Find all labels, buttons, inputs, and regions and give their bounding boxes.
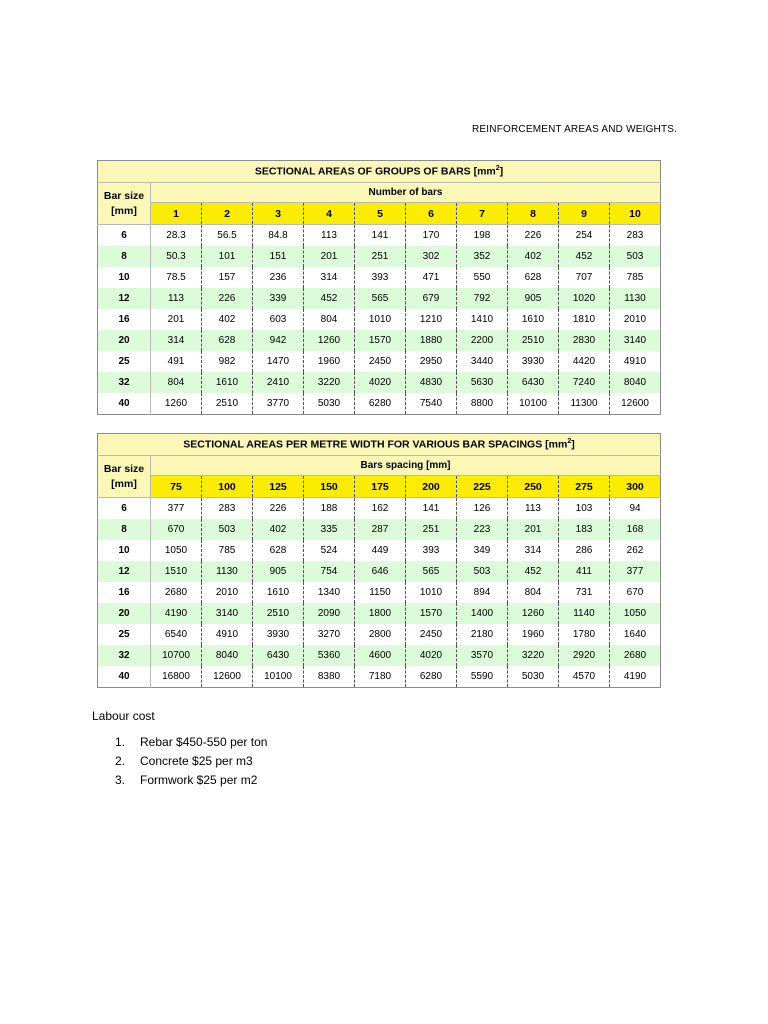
area-cell: 1150	[355, 582, 406, 603]
column-header: 2	[202, 203, 253, 225]
column-header: 5	[355, 203, 406, 225]
area-cell: 1010	[355, 309, 406, 330]
bar-size-cell: 25	[98, 351, 151, 372]
area-cell: 942	[253, 330, 304, 351]
area-cell: 1260	[508, 603, 559, 624]
area-cell: 113	[304, 225, 355, 247]
table-row	[98, 540, 661, 561]
table-row	[98, 624, 661, 645]
bar-size-cell: 8	[98, 246, 151, 267]
area-cell: 1610	[253, 582, 304, 603]
area-cell: 565	[406, 561, 457, 582]
area-cell: 452	[559, 246, 610, 267]
area-cell: 792	[457, 288, 508, 309]
area-cell: 8380	[304, 666, 355, 688]
bar-size-cell: 12	[98, 561, 151, 582]
area-cell: 670	[610, 582, 661, 603]
area-cell: 113	[508, 498, 559, 520]
area-cell: 646	[355, 561, 406, 582]
area-cell: 1510	[151, 561, 202, 582]
table-row	[98, 267, 661, 288]
area-cell: 6430	[253, 645, 304, 666]
area-cell: 905	[508, 288, 559, 309]
area-cell: 198	[457, 225, 508, 247]
area-cell: 188	[304, 498, 355, 520]
area-cell: 1050	[151, 540, 202, 561]
list-item: 3. Formwork $25 per m2	[115, 773, 258, 787]
area-cell: 254	[559, 225, 610, 247]
table-row	[98, 225, 661, 247]
area-cell: 1140	[559, 603, 610, 624]
area-cell: 3440	[457, 351, 508, 372]
area-cell: 3930	[508, 351, 559, 372]
area-cell: 94	[610, 498, 661, 520]
area-cell: 1570	[355, 330, 406, 351]
area-cell: 1260	[304, 330, 355, 351]
bar-size-cell: 40	[98, 393, 151, 415]
area-cell: 8040	[610, 372, 661, 393]
area-cell: 1880	[406, 330, 457, 351]
area-cell: 804	[304, 309, 355, 330]
bar-spacing-area-table	[97, 433, 661, 688]
table-row	[98, 330, 661, 351]
area-cell: 1610	[508, 309, 559, 330]
area-cell: 804	[151, 372, 202, 393]
area-cell: 1410	[457, 309, 508, 330]
table-row	[98, 288, 661, 309]
area-cell: 1010	[406, 582, 457, 603]
area-cell: 393	[406, 540, 457, 561]
area-cell: 16800	[151, 666, 202, 688]
area-cell: 4420	[559, 351, 610, 372]
area-cell: 2010	[202, 582, 253, 603]
column-header: 3	[253, 203, 304, 225]
area-cell: 251	[406, 519, 457, 540]
area-cell: 3270	[304, 624, 355, 645]
area-cell: 503	[202, 519, 253, 540]
area-cell: 5630	[457, 372, 508, 393]
bar-size-cell: 10	[98, 267, 151, 288]
document-title: REINFORCEMENT AREAS AND WEIGHTS.	[472, 124, 678, 135]
area-cell: 4910	[202, 624, 253, 645]
table-row	[98, 603, 661, 624]
area-cell: 1960	[304, 351, 355, 372]
table-row	[98, 645, 661, 666]
area-cell: 2510	[253, 603, 304, 624]
bar-size-cell: 40	[98, 666, 151, 688]
area-cell: 503	[457, 561, 508, 582]
area-cell: 1640	[610, 624, 661, 645]
area-cell: 3140	[610, 330, 661, 351]
list-item: 1. Rebar $450-550 per ton	[115, 735, 268, 749]
area-cell: 3770	[253, 393, 304, 415]
column-header: 175	[355, 476, 406, 498]
column-header: 8	[508, 203, 559, 225]
area-cell: 2200	[457, 330, 508, 351]
area-cell: 283	[202, 498, 253, 520]
area-cell: 126	[457, 498, 508, 520]
column-header: 300	[610, 476, 661, 498]
area-cell: 28.3	[151, 225, 202, 247]
area-cell: 352	[457, 246, 508, 267]
bar-size-cell: 12	[98, 288, 151, 309]
bars-spacing-header: Bars spacing [mm]	[151, 456, 661, 476]
area-cell: 56.5	[202, 225, 253, 247]
area-cell: 982	[202, 351, 253, 372]
area-cell: 1470	[253, 351, 304, 372]
area-cell: 491	[151, 351, 202, 372]
area-cell: 141	[406, 498, 457, 520]
area-cell: 226	[508, 225, 559, 247]
area-cell: 287	[355, 519, 406, 540]
area-cell: 101	[202, 246, 253, 267]
table-row	[98, 393, 661, 415]
list-item: 2. Concrete $25 per m3	[115, 754, 253, 768]
area-cell: 6540	[151, 624, 202, 645]
column-header: 275	[559, 476, 610, 498]
area-cell: 4600	[355, 645, 406, 666]
bar-size-cell: 25	[98, 624, 151, 645]
area-cell: 10700	[151, 645, 202, 666]
area-cell: 2510	[508, 330, 559, 351]
area-cell: 393	[355, 267, 406, 288]
area-cell: 1400	[457, 603, 508, 624]
area-cell: 201	[304, 246, 355, 267]
bar-size-cell: 6	[98, 498, 151, 520]
area-cell: 2830	[559, 330, 610, 351]
area-cell: 565	[355, 288, 406, 309]
column-header: 9	[559, 203, 610, 225]
area-cell: 201	[508, 519, 559, 540]
table-row	[98, 582, 661, 603]
area-cell: 4570	[559, 666, 610, 688]
area-cell: 10100	[508, 393, 559, 415]
bar-size-header: Bar size [mm]	[98, 456, 151, 498]
column-header: 150	[304, 476, 355, 498]
area-cell: 377	[610, 561, 661, 582]
area-cell: 4830	[406, 372, 457, 393]
area-cell: 170	[406, 225, 457, 247]
area-cell: 286	[559, 540, 610, 561]
area-cell: 2010	[610, 309, 661, 330]
area-cell: 2680	[151, 582, 202, 603]
area-cell: 8800	[457, 393, 508, 415]
area-cell: 6280	[355, 393, 406, 415]
area-cell: 226	[202, 288, 253, 309]
area-cell: 707	[559, 267, 610, 288]
area-cell: 1800	[355, 603, 406, 624]
area-cell: 603	[253, 309, 304, 330]
area-cell: 4190	[151, 603, 202, 624]
area-cell: 4910	[610, 351, 661, 372]
area-cell: 524	[304, 540, 355, 561]
bar-size-cell: 10	[98, 540, 151, 561]
area-cell: 103	[559, 498, 610, 520]
area-cell: 411	[559, 561, 610, 582]
area-cell: 628	[508, 267, 559, 288]
area-cell: 226	[253, 498, 304, 520]
table-row	[98, 246, 661, 267]
area-cell: 168	[610, 519, 661, 540]
area-cell: 503	[610, 246, 661, 267]
area-cell: 804	[508, 582, 559, 603]
area-cell: 5360	[304, 645, 355, 666]
column-header: 1	[151, 203, 202, 225]
bar-size-cell: 16	[98, 582, 151, 603]
table-title: SECTIONAL AREAS OF GROUPS OF BARS $[mm^2]$	[98, 161, 661, 183]
area-cell: 785	[610, 267, 661, 288]
area-cell: 12600	[202, 666, 253, 688]
bar-groups-area-table	[97, 160, 661, 415]
table-row	[98, 561, 661, 582]
column-header: 10	[610, 203, 661, 225]
area-cell: 302	[406, 246, 457, 267]
area-cell: 84.8	[253, 225, 304, 247]
column-header: 225	[457, 476, 508, 498]
labour-cost-list	[115, 733, 267, 790]
area-cell: 157	[202, 267, 253, 288]
labour-cost-heading: Labour cost	[92, 709, 155, 723]
area-cell: 905	[253, 561, 304, 582]
area-cell: 2680	[610, 645, 661, 666]
table-row	[98, 372, 661, 393]
area-cell: 1570	[406, 603, 457, 624]
area-cell: 471	[406, 267, 457, 288]
area-cell: 7240	[559, 372, 610, 393]
area-cell: 314	[508, 540, 559, 561]
bar-size-cell: 16	[98, 309, 151, 330]
area-cell: 162	[355, 498, 406, 520]
area-cell: 10100	[253, 666, 304, 688]
area-cell: 8040	[202, 645, 253, 666]
area-cell: 4020	[355, 372, 406, 393]
bar-size-cell: 6	[98, 225, 151, 247]
area-cell: 223	[457, 519, 508, 540]
column-header: 4	[304, 203, 355, 225]
area-cell: 4190	[610, 666, 661, 688]
area-cell: 262	[610, 540, 661, 561]
column-header: 100	[202, 476, 253, 498]
area-cell: 6430	[508, 372, 559, 393]
area-cell: 335	[304, 519, 355, 540]
table-row	[98, 666, 661, 688]
area-cell: 78.5	[151, 267, 202, 288]
area-cell: 1130	[610, 288, 661, 309]
area-cell: 2920	[559, 645, 610, 666]
area-cell: 50.3	[151, 246, 202, 267]
area-cell: 113	[151, 288, 202, 309]
area-cell: 183	[559, 519, 610, 540]
area-cell: 3570	[457, 645, 508, 666]
area-cell: 251	[355, 246, 406, 267]
area-cell: 4020	[406, 645, 457, 666]
table-row	[98, 498, 661, 520]
area-cell: 1780	[559, 624, 610, 645]
area-cell: 731	[559, 582, 610, 603]
area-cell: 679	[406, 288, 457, 309]
area-cell: 402	[202, 309, 253, 330]
area-cell: 2950	[406, 351, 457, 372]
area-cell: 2450	[355, 351, 406, 372]
area-cell: 3140	[202, 603, 253, 624]
area-cell: 1020	[559, 288, 610, 309]
area-cell: 449	[355, 540, 406, 561]
area-cell: 201	[151, 309, 202, 330]
column-header: 75	[151, 476, 202, 498]
area-cell: 1210	[406, 309, 457, 330]
area-cell: 5590	[457, 666, 508, 688]
area-cell: 1260	[151, 393, 202, 415]
bar-size-cell: 20	[98, 603, 151, 624]
area-cell: 628	[253, 540, 304, 561]
area-cell: 314	[151, 330, 202, 351]
column-header: 7	[457, 203, 508, 225]
area-cell: 550	[457, 267, 508, 288]
area-cell: 2090	[304, 603, 355, 624]
area-cell: 2410	[253, 372, 304, 393]
area-cell: 349	[457, 540, 508, 561]
area-cell: 2450	[406, 624, 457, 645]
area-cell: 1960	[508, 624, 559, 645]
column-header: 200	[406, 476, 457, 498]
number-of-bars-header: Number of bars	[151, 183, 661, 203]
area-cell: 339	[253, 288, 304, 309]
area-cell: 1810	[559, 309, 610, 330]
area-cell: 11300	[559, 393, 610, 415]
area-cell: 6280	[406, 666, 457, 688]
area-cell: 1050	[610, 603, 661, 624]
area-cell: 2180	[457, 624, 508, 645]
bar-size-cell: 20	[98, 330, 151, 351]
area-cell: 283	[610, 225, 661, 247]
area-cell: 785	[202, 540, 253, 561]
area-cell: 3220	[508, 645, 559, 666]
area-cell: 314	[304, 267, 355, 288]
area-cell: 402	[508, 246, 559, 267]
area-cell: 2510	[202, 393, 253, 415]
area-cell: 402	[253, 519, 304, 540]
area-cell: 5030	[508, 666, 559, 688]
area-cell: 151	[253, 246, 304, 267]
column-header: 6	[406, 203, 457, 225]
area-cell: 1610	[202, 372, 253, 393]
bar-size-cell: 8	[98, 519, 151, 540]
area-cell: 7540	[406, 393, 457, 415]
area-cell: 452	[304, 288, 355, 309]
area-cell: 452	[508, 561, 559, 582]
area-cell: 754	[304, 561, 355, 582]
table-title: SECTIONAL AREAS PER METRE WIDTH FOR VARIOUS BAR SPACINGS $[mm^2]$	[98, 434, 661, 456]
table-row	[98, 309, 661, 330]
area-cell: 3930	[253, 624, 304, 645]
area-cell: 141	[355, 225, 406, 247]
area-cell: 670	[151, 519, 202, 540]
area-cell: 894	[457, 582, 508, 603]
area-cell: 236	[253, 267, 304, 288]
area-cell: 1130	[202, 561, 253, 582]
area-cell: 7180	[355, 666, 406, 688]
table-row	[98, 519, 661, 540]
area-cell: 628	[202, 330, 253, 351]
bar-size-cell: 32	[98, 645, 151, 666]
area-cell: 12600	[610, 393, 661, 415]
area-cell: 2800	[355, 624, 406, 645]
column-header: 125	[253, 476, 304, 498]
column-header: 250	[508, 476, 559, 498]
area-cell: 1340	[304, 582, 355, 603]
bar-size-header: Bar size [mm]	[98, 183, 151, 225]
table-row	[98, 351, 661, 372]
area-cell: 377	[151, 498, 202, 520]
area-cell: 3220	[304, 372, 355, 393]
bar-size-cell: 32	[98, 372, 151, 393]
area-cell: 5030	[304, 393, 355, 415]
